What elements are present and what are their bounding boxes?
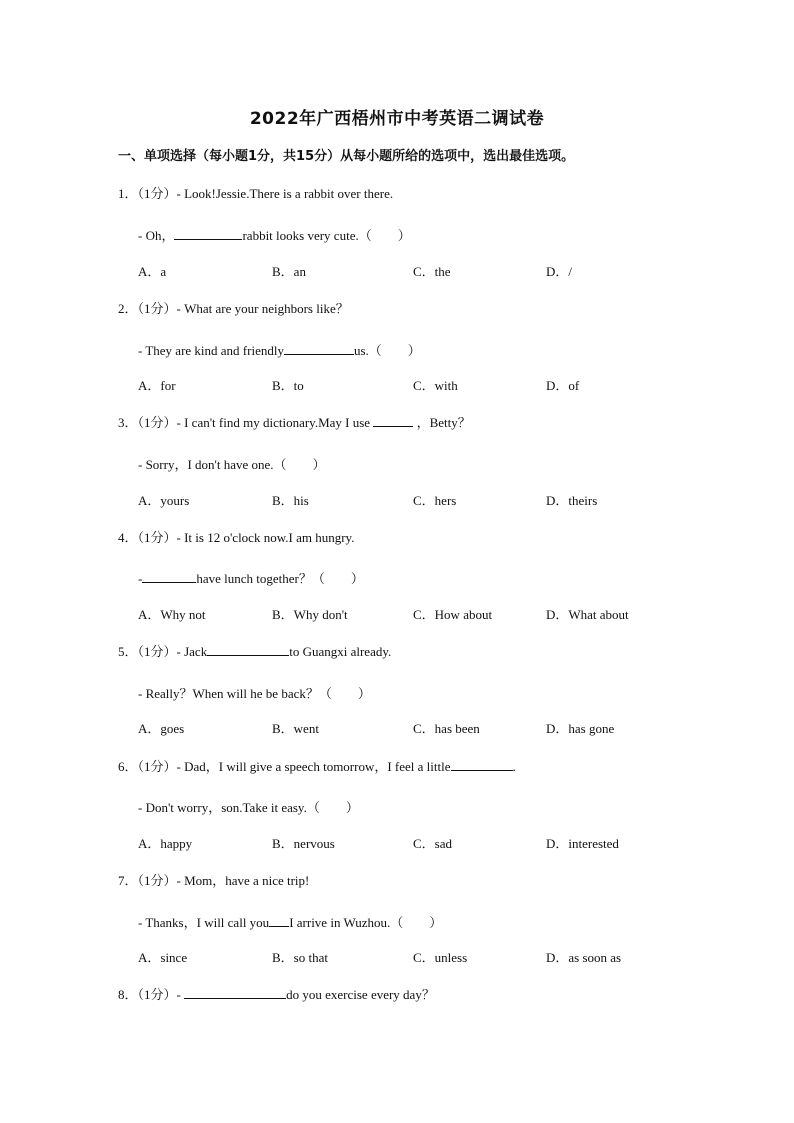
option-d: D．as soon as [546, 950, 622, 965]
answer-blank [184, 986, 286, 999]
question-5-reply: - Really？When will he be back？（ ） [138, 686, 371, 701]
question-5: 5．（1分）- Jack to Guangxi already. [118, 644, 392, 659]
option-c: C．unless [413, 950, 468, 965]
option-c: C．How about [413, 607, 493, 622]
option-b: B．went [272, 721, 319, 736]
question-8: 8．（1分）- do you exercise every day？ [118, 987, 435, 1002]
page-title: 2022年广西梧州市中考英语二调试卷 [249, 109, 545, 129]
option-c: C．the [413, 264, 451, 279]
option-c: C．with [413, 378, 458, 393]
option-a: A．yours [138, 493, 190, 508]
section-heading: 一、单项选择（每小题1分，共15分）从每小题所给的选项中，选出最佳选项。 [118, 149, 575, 164]
question-2-reply: - They are kind and friendly us.（ ） [138, 343, 421, 358]
answer-blank [142, 570, 196, 583]
question-1: 1．（1分）- Look!Jessie.There is a rabbit over there. [118, 186, 394, 201]
answer-blank [269, 914, 289, 927]
question-3-reply: - Sorry，I don't have one.（ ） [138, 457, 326, 472]
option-a: A．since [138, 950, 188, 965]
option-d: D．theirs [546, 493, 598, 508]
question-4-reply: - have lunch together？（ ） [138, 571, 364, 586]
answer-blank [207, 643, 289, 656]
question-6-reply: - Don't worry，son.Take it easy.（ ） [138, 800, 359, 815]
option-d: D．/ [546, 264, 573, 279]
option-b: B．Why don't [272, 607, 348, 622]
question-7-reply: - Thanks，I will call you I arrive in Wuzhou.（ ） [138, 915, 443, 930]
answer-blank [451, 758, 513, 771]
option-b: B．so that [272, 950, 328, 965]
question-3: 3．（1分）- I can't find my dictionary.May I use ，Betty？ [118, 415, 471, 430]
option-d: D．has gone [546, 721, 615, 736]
option-b: B．his [272, 493, 309, 508]
question-1-reply: - Oh， rabbit looks very cute.（ ） [138, 228, 411, 243]
option-d: D．interested [546, 836, 619, 851]
option-a: A．Why not [138, 607, 206, 622]
option-a: A．goes [138, 721, 185, 736]
option-c: C．hers [413, 493, 457, 508]
option-c: C．sad [413, 836, 453, 851]
option-d: D．What about [546, 607, 629, 622]
answer-blank [174, 227, 242, 240]
question-7: 7．（1分）- Mom，have a nice trip! [118, 873, 310, 888]
option-b: B．to [272, 378, 304, 393]
option-d: D．of [546, 378, 580, 393]
option-b: B．an [272, 264, 306, 279]
answer-blank [284, 342, 354, 355]
question-4: 4．（1分）- It is 12 o'clock now.I am hungry. [118, 530, 355, 545]
option-a: A．happy [138, 836, 193, 851]
option-b: B．nervous [272, 836, 335, 851]
option-c: C．has been [413, 721, 480, 736]
option-a: A．for [138, 378, 176, 393]
question-6: 6．（1分）- Dad，I will give a speech tomorrow，I feel a little . [118, 759, 516, 774]
option-a: A．a [138, 264, 167, 279]
question-2: 2．（1分）- What are your neighbors like？ [118, 301, 349, 316]
answer-blank [373, 414, 413, 427]
